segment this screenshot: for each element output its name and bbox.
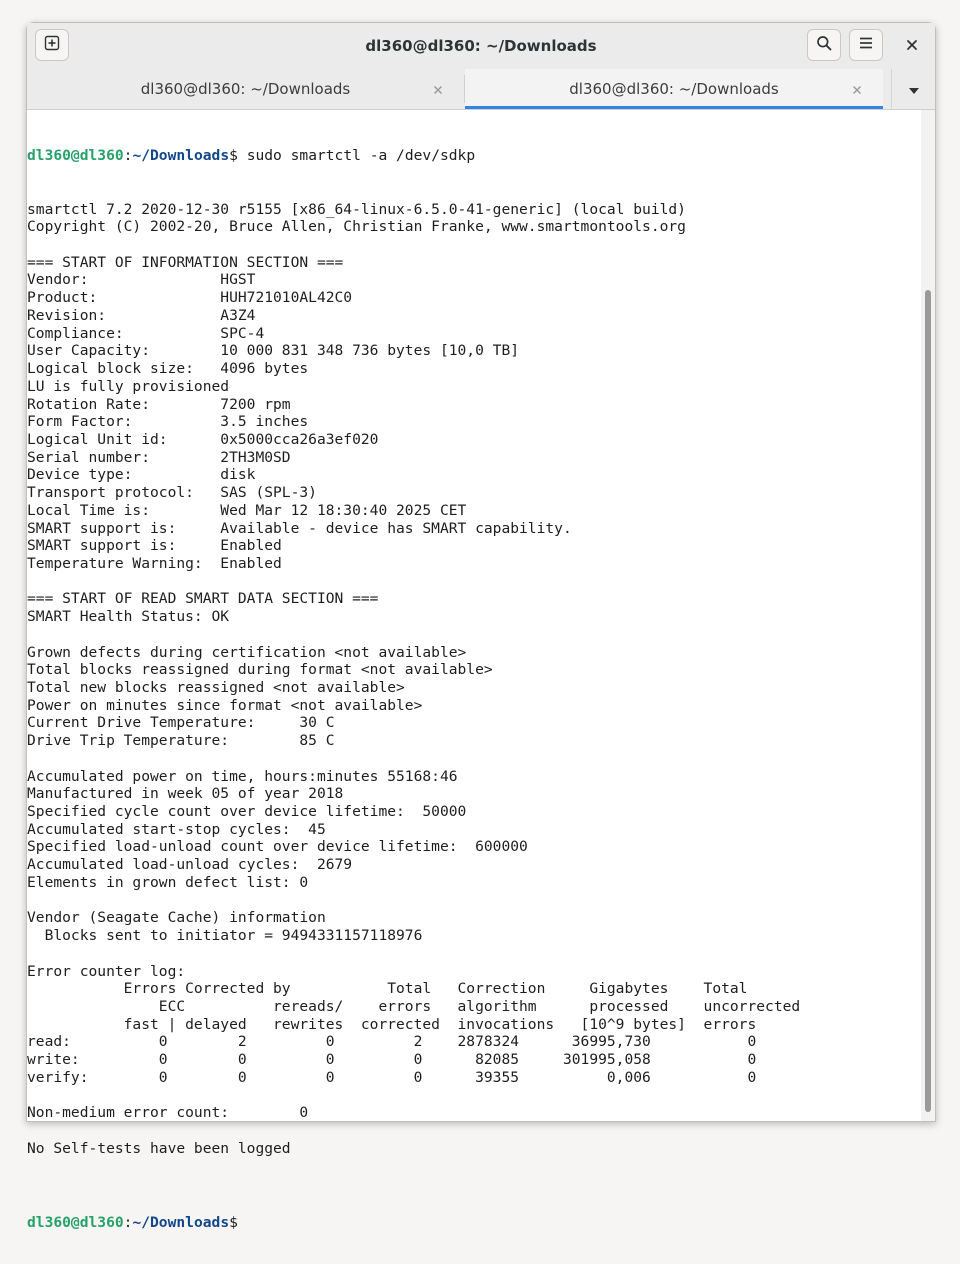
output-line: read: 0 2 0 2 2878324 36995,730 0 [27, 1033, 757, 1051]
text-cursor [238, 1211, 247, 1227]
prompt-path: ~/Downloads [132, 147, 230, 165]
output-line: Local Time is: Wed Mar 12 18:30:40 2025 CET [27, 501, 467, 519]
main-menu-button[interactable] [849, 29, 883, 61]
output-line: Vendor: HGST [27, 271, 256, 289]
output-line: No Self-tests have been logged [27, 1139, 291, 1157]
output-line: User Capacity: 10 000 831 348 736 bytes [10,0 TB] [27, 342, 520, 360]
output-line: Non-medium error count: 0 [27, 1104, 309, 1122]
output-line: ECC rereads/ errors algorithm processed uncorrected [27, 997, 801, 1015]
window-title: dl360@dl360: ~/Downloads [365, 37, 597, 55]
tab-2-active[interactable] [465, 69, 883, 109]
output-line: Manufactured in week 05 of year 2018 [27, 785, 344, 803]
close-icon [433, 80, 443, 99]
active-tab-indicator [465, 106, 883, 109]
output-line: Accumulated load-unload cycles: 2679 [27, 856, 353, 874]
vertical-scrollbar[interactable] [921, 110, 935, 1121]
output-line: Logical Unit id: 0x5000cca26a3ef020 [27, 430, 379, 448]
output-line: Product: HUH721010AL42C0 [27, 289, 353, 307]
command-line [27, 147, 800, 165]
search-button[interactable] [807, 29, 841, 61]
output-line: SMART support is: Enabled [27, 537, 282, 555]
command-text: sudo smartctl -a /dev/sdkp [237, 147, 476, 165]
output-line: Power on minutes since format <not available> [27, 696, 423, 714]
prompt-separator: : [123, 1213, 133, 1231]
final-prompt-line [27, 1211, 800, 1229]
terminal-output [27, 112, 800, 1264]
output-line: Transport protocol: SAS (SPL-3) [27, 484, 317, 502]
output-line: Accumulated power on time, hours:minutes 55168:46 [27, 767, 458, 785]
output-line: Compliance: SPC-4 [27, 324, 265, 342]
tab-bar [27, 69, 935, 110]
output-line: Blocks sent to initiator = 9494331157118976 [27, 927, 423, 945]
search-icon [816, 35, 832, 55]
prompt-path: ~/Downloads [132, 1213, 230, 1231]
tab-list-dropdown-button[interactable] [891, 69, 935, 109]
prompt-symbol: $ [229, 1213, 238, 1231]
output-line: Total blocks reassigned during format <not available> [27, 661, 493, 679]
output-line: Error counter log: [27, 962, 186, 980]
output-line: Revision: A3Z4 [27, 306, 256, 324]
output-line: SMART support is: Available - device has SMART capability. [27, 519, 572, 537]
chevron-down-icon [908, 80, 920, 99]
hamburger-menu-icon [858, 35, 874, 55]
output-line: LU is fully provisioned [27, 377, 230, 395]
scrollbar-thumb[interactable] [925, 290, 931, 1112]
close-icon [852, 80, 862, 99]
tab-1[interactable] [27, 69, 464, 109]
output-line: verify: 0 0 0 0 39355 0,006 0 [27, 1068, 757, 1086]
close-icon [906, 36, 918, 55]
new-tab-icon [44, 35, 60, 55]
output-line: Vendor (Seagate Cache) information [27, 909, 326, 927]
output-line [27, 1122, 800, 1140]
prompt-user-host: dl360@dl360 [27, 147, 124, 165]
output-line: Total new blocks reassigned <not available> [27, 679, 405, 696]
header-bar [27, 23, 935, 70]
output-line: === START OF READ SMART DATA SECTION === [27, 590, 379, 608]
output-line [27, 945, 800, 963]
output-line [27, 573, 800, 591]
prompt-user-host: dl360@dl360 [27, 1213, 124, 1231]
tab-label: dl360@dl360: ~/Downloads [140, 80, 351, 98]
terminal-view[interactable] [27, 110, 921, 1231]
output-line: Specified load-unload count over device lifetime: 600000 [27, 838, 528, 856]
output-line: write: 0 0 0 0 82085 301995,058 0 [27, 1051, 757, 1069]
output-line [27, 892, 800, 910]
output-line [27, 236, 800, 254]
output-line: Specified cycle count over device lifetime: 50000 [27, 803, 467, 821]
prompt-separator: : [123, 147, 133, 165]
output-line [27, 626, 800, 644]
output-line: === START OF INFORMATION SECTION === [27, 253, 344, 271]
output-line: Current Drive Temperature: 30 C [27, 714, 335, 732]
new-tab-button[interactable] [35, 29, 69, 61]
output-line [27, 1157, 800, 1175]
output-line: Grown defects during certification <not available> [27, 643, 467, 661]
tab-label: dl360@dl360: ~/Downloads [569, 80, 779, 98]
output-line: Accumulated start-stop cycles: 45 [27, 820, 326, 838]
command-output [27, 201, 800, 1176]
output-line: Rotation Rate: 7200 rpm [27, 395, 291, 413]
output-line: fast | delayed rewrites corrected invocations [10^9 bytes] errors [27, 1015, 757, 1033]
output-line: smartctl 7.2 2020-12-30 r5155 [x86_64-linux-6.5.0-41-generic] (local build) [27, 200, 686, 218]
output-line [27, 750, 800, 768]
tab-close-button[interactable] [849, 81, 865, 97]
output-line: Elements in grown defect list: 0 [27, 873, 309, 891]
output-line: Serial number: 2TH3M0SD [27, 448, 291, 466]
output-line: Device type: disk [27, 466, 256, 484]
terminal-window [26, 22, 936, 1231]
output-line: Form Factor: 3.5 inches [27, 413, 309, 431]
output-line: Copyright (C) 2002-20, Bruce Allen, Christian Franke, www.smartmontools.org [27, 218, 686, 236]
prompt-symbol: $ [229, 147, 238, 165]
close-window-button[interactable] [895, 29, 929, 61]
output-line: Errors Corrected by Total Correction Gigabytes Total [27, 980, 748, 998]
output-line: Logical block size: 4096 bytes [27, 360, 309, 378]
output-line: Drive Trip Temperature: 85 C [27, 732, 335, 750]
output-line [27, 1087, 800, 1105]
output-line: SMART Health Status: OK [27, 608, 230, 626]
tab-close-button[interactable] [430, 81, 446, 97]
output-line: Temperature Warning: Enabled [27, 554, 282, 572]
